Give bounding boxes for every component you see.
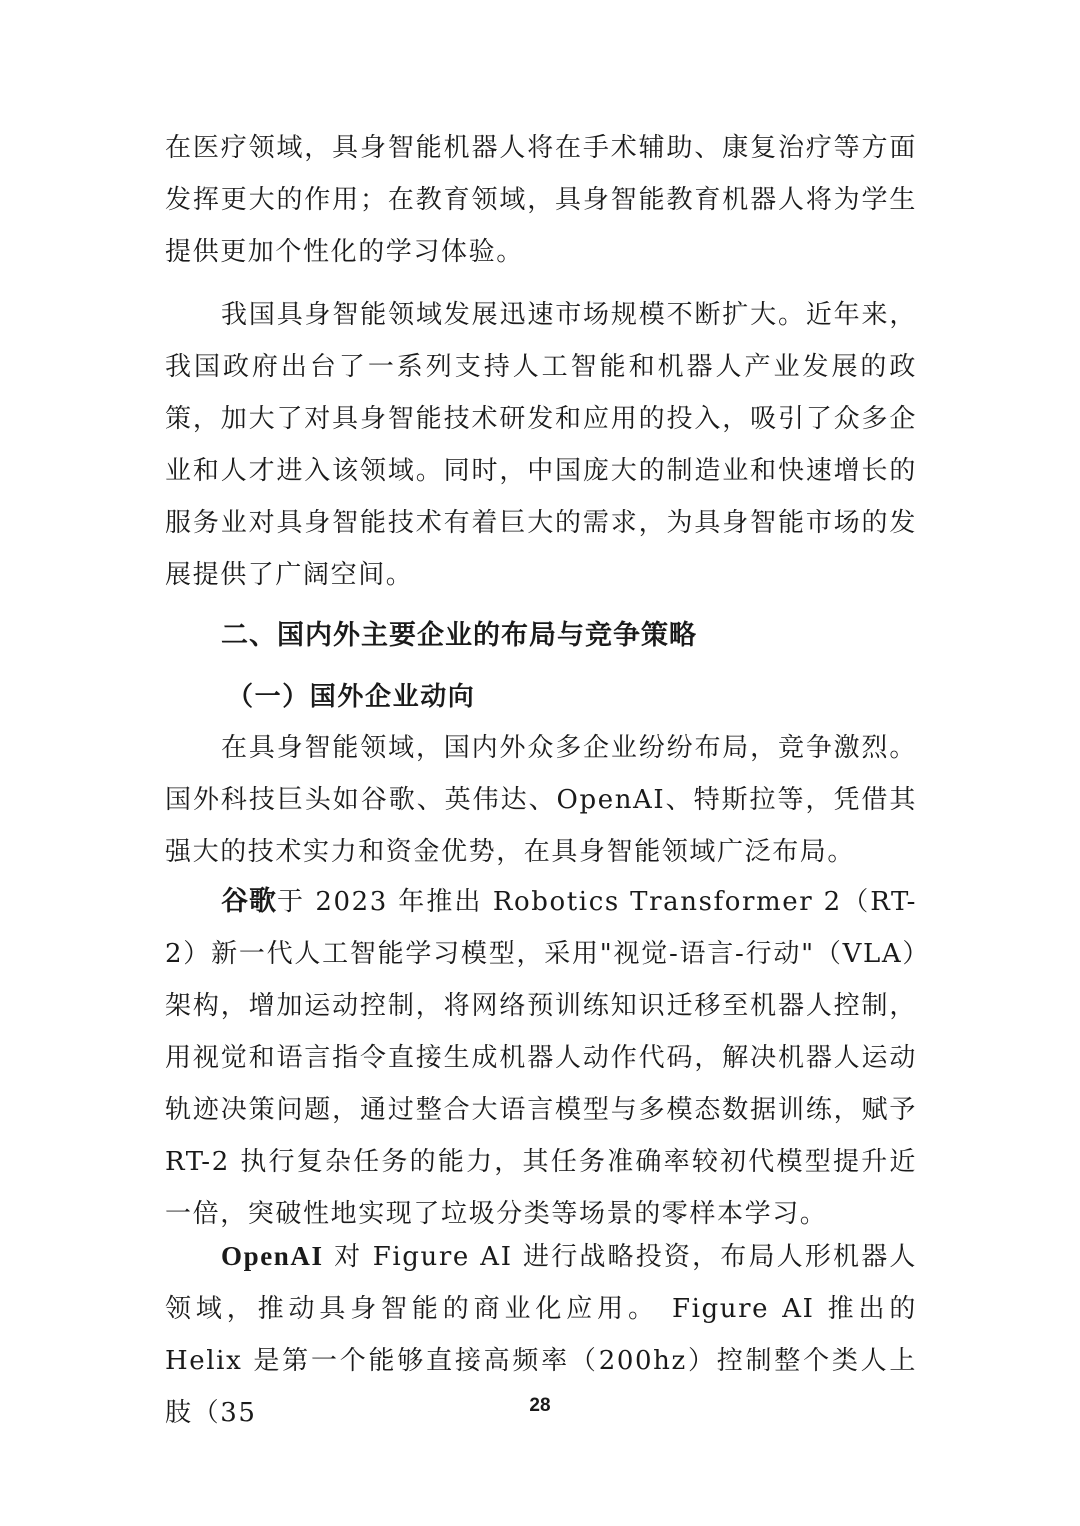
body-paragraph-overview: [165, 722, 917, 878]
subsection-heading-wrapper: [165, 671, 917, 723]
section-heading: 二、国内外主要企业的布局与竞争策略: [221, 620, 697, 651]
paragraph-text: 在医疗领域，具身智能机器人将在手术辅助、康复治疗等方面发挥更大的作用；在教育领域，具身智能教育机器人将为学生提供更加个性化的学习体验。: [165, 133, 917, 267]
body-paragraph-medical-education: [165, 122, 917, 278]
paragraph-text: 在具身智能领域，国内外众多企业纷纷布局，竞争激烈。国外科技巨头如谷歌、英伟达、OpenAI、特斯拉等，凭借其强大的技术实力和资金优势，在具身智能领域广泛布局。: [165, 733, 917, 867]
body-paragraph-google: [165, 876, 917, 1240]
company-name-google: 谷歌: [221, 886, 277, 917]
paragraph-text: [165, 876, 917, 1240]
subsection-heading: （一）国外企业动向: [227, 682, 476, 712]
page-number: 28: [529, 1395, 551, 1416]
openai-paragraph-body: 对 Figure AI 进行战略投资，布局人形机器人领域，推动具身智能的商业化应用。 Figure AI 推出的 Helix 是第一个能够直接高频率（200hz）控制整个类人上肢（35: [165, 1242, 917, 1428]
google-paragraph-body: 于 2023 年推出 Robotics Transformer 2（RT-2）新一代人工智能学习模型，采用"视觉-语言-行动"（VLA）架构，增加运动控制，将网络预训练知识迁移至机器人控制，用视觉和语言指令直接生成机器人动作代码，解决机器人运动轨迹决策问题，通过整合大语言模型与多模态数据训练，赋予 RT-2 执行复杂任务的能力，其任务准确率较初代模型提升近一倍，突破性地实现了垃圾分类等场景的零样本学习。: [165, 887, 918, 1229]
paragraph-text: 我国具身智能领域发展迅速市场规模不断扩大。近年来，我国政府出台了一系列支持人工智能和机器人产业发展的政策，加大了对具身智能技术研发和应用的投入，吸引了众多企业和人才进入该领域。同时，中国庞大的制造业和快速增长的服务业对具身智能技术有着巨大的需求，为具身智能市场的发展提供了广阔空间。: [165, 300, 917, 590]
body-paragraph-china-market: [165, 289, 917, 601]
company-name-openai: OpenAI: [221, 1241, 324, 1271]
section-heading-wrapper: [165, 610, 917, 662]
